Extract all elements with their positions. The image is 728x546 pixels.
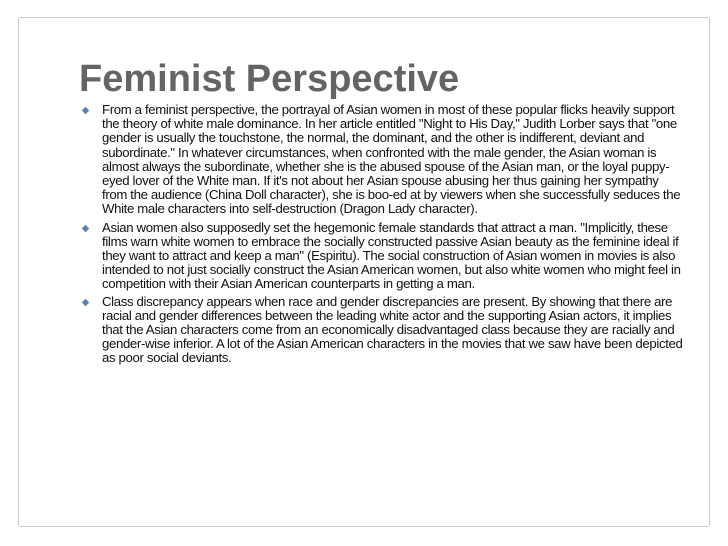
bullet-item — [80, 221, 686, 292]
bullet-item — [80, 295, 686, 366]
bullet-text: From a feminist perspective, the portrayal of Asian women in most of these popular flicks heavily support the theory of white male dominance. In her article entitled "Night to His Day," Judith Lorber says that "one gender is usually the touchstone, the normal, the dominant, and the other is indifferent, deviant and subordinate." In whatever circumstances, when confronted with the male gender, the Asian woman is almost always the subordinate, whether she is the abused spouse of the Asian man, or the loyal puppy-eyed lover of the White man. If it's not about her Asian spouse abusing her thus gaining her sympathy from the audience (China Doll character), she is boo-ed at by viewers when she successfully seduces the White male characters into self-destruction (Dragon Lady character). — [102, 102, 681, 217]
diamond-bullet-icon — [82, 107, 89, 114]
bullet-text: Class discrepancy appears when race and gender discrepancies are present. By showing that there are racial and gender differences between the leading white actor and the supporting Asian actors, it implies that the Asian characters come from an economically disadvantaged class because they are racially and gender-wise inferior. A lot of the Asian American characters in the movies that we saw have been depicted as poor social deviants. — [102, 293, 683, 366]
bullet-text: Asian women also supposedly set the hegemonic female standards that attract a man. "Implicitly, these films warn white women to embrace the socially constructed passive Asian beauty as the feminine ideal if they want to attract and keep a man" (Espiritu). The social construction of Asian women in movies is also intended to not just socially construct the Asian American women, but also white women who might feel in competition with their Asian American counterparts in getting a man. — [102, 219, 681, 292]
bullet-list — [80, 103, 686, 369]
diamond-bullet-icon — [82, 298, 89, 305]
slide-title: Feminist Perspective — [79, 58, 460, 100]
bullet-item — [80, 103, 686, 217]
diamond-bullet-icon — [82, 224, 89, 231]
